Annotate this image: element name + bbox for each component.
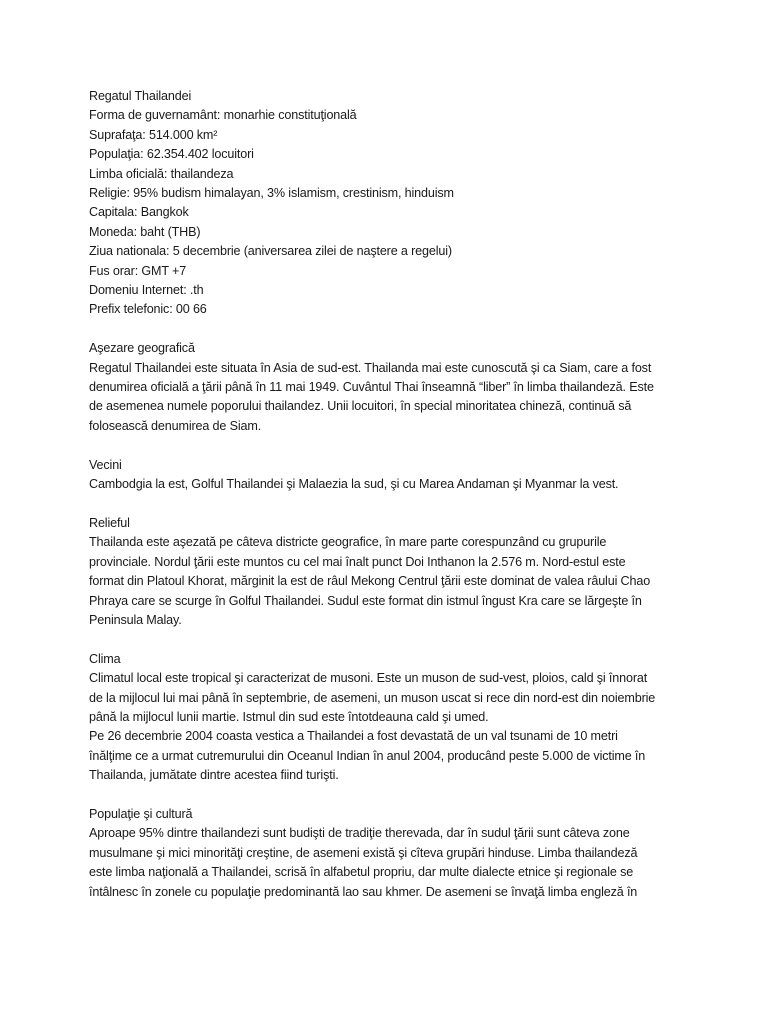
fact-phone-prefix: Prefix telefonic: 00 66 [89,302,207,317]
fact-religion: Religie: 95% budism himalayan, 3% islamism, crestinism, hinduism [89,186,454,201]
spacer [89,320,689,339]
paragraph-line: întâlnesc în zonele cu populaţie predominantă lao sau khmer. De asemeni se învaţă limba engleză în [89,884,638,899]
paragraph-line: de asemenea numele poporului thailandez. Unii locuitori, în special minoritatea chineză, continuă să [89,399,632,414]
section-heading: Clima [89,651,121,666]
country-facts [89,87,689,320]
spacer [89,495,689,514]
paragraph-line: folosească denumirea de Siam. [89,418,262,433]
section-heading: Aşezare geografică [89,341,195,356]
paragraph-line: Phraya care se scurge în Golful Thailandei. Sudul este format din istmul îngust Kra care se lărgeşte în [89,593,642,608]
section-paragraph [89,359,689,437]
paragraph-line: înălţime ce a urmat cutremurului din Oceanul Indian în anul 2004, producând peste 5.000 de victime în [89,748,646,763]
fact-country-name: Regatul Thailandei [89,89,192,103]
fact-internet-domain: Domeniu Internet: .th [89,283,204,298]
section-paragraph [89,475,689,494]
spacer [89,630,689,649]
paragraph-line: de la mijlocul lui mai până în septembrie, de asemeni, un muson uscat si rece din nord-est din noiembrie [89,690,656,705]
section-heading: Vecini [89,457,122,472]
section-relief [89,514,689,630]
paragraph-line: Peninsula Malay. [89,612,182,627]
section-heading: Populaţie şi cultură [89,806,193,821]
paragraph-line: este limba naţională a Thailandei, scrisă în alfabetul propriu, dar multe dialecte etnice şi regionale se [89,865,634,880]
fact-timezone: Fus orar: GMT +7 [89,263,187,278]
section-population-culture [89,805,689,902]
paragraph-line: Cambodgia la est, Golful Thailandei şi Malaezia la sud, şi cu Marea Andaman şi Myanmar la vest. [89,477,619,492]
section-heading: Relieful [89,515,130,530]
fact-government: Forma de guvernamânt: monarhie constituţională [89,108,357,123]
paragraph-line: Thailanda, jumătate dintre acestea fiind turişti. [89,768,339,783]
fact-national-day: Ziua nationala: 5 decembrie (aniversarea zilei de naştere a regelui) [89,244,452,259]
paragraph-line: format din Platoul Khorat, mărginit la est de râul Mekong Centrul ţării este dominat de valea râului Chao [89,574,651,589]
fact-language: Limba oficială: thailandeza [89,166,234,181]
paragraph-line: Aproape 95% dintre thailandezi sunt budişti de tradiţie therevada, dar în sudul ţării sunt câteva zone [89,826,630,841]
section-paragraph [89,824,689,902]
fact-currency: Moneda: baht (THB) [89,224,201,239]
fact-area: Suprafaţa: 514.000 km² [89,127,218,142]
paragraph-line: provinciale. Nordul ţării este muntos cu cel mai înalt punct Doi Inthanon la 2.576 m. Nord-estul este [89,554,626,569]
section-neighbors [89,456,689,495]
section-climate [89,650,689,786]
paragraph-line: Regatul Thailandei este situata în Asia de sud-est. Thailanda mai este cunoscută şi ca Siam, care a fost [89,360,652,375]
spacer [89,436,689,455]
document-content [89,87,689,902]
section-paragraph [89,669,689,785]
section-paragraph [89,533,689,630]
paragraph-line: Climatul local este tropical şi caracterizat de musoni. Este un muson de sud-vest, ploios, cald şi înnorat [89,671,648,686]
paragraph-line: Pe 26 decembrie 2004 coasta vestica a Thailandei a fost devastată de un val tsunami de 10 metri [89,729,618,744]
paragraph-line: musulmane şi mici minorităţi creştine, de asemeni există şi cîteva grupări hinduse. Limba thailandeză [89,845,638,860]
fact-population: Populaţia: 62.354.402 locuitori [89,147,254,162]
paragraph-line: denumirea oficială a ţării până în 11 mai 1949. Cuvântul Thai înseamnă “liber” în limba thailandeză. Este [89,380,654,395]
spacer [89,786,689,805]
paragraph-line: până la mijlocul lunii martie. Istmul din sud este întotdeauna cald şi umed. [89,709,489,724]
fact-capital: Capitala: Bangkok [89,205,189,220]
section-geography [89,339,689,436]
paragraph-line: Thailanda este aşezată pe câteva districte geografice, în mare parte corespunzând cu grupurile [89,535,607,550]
